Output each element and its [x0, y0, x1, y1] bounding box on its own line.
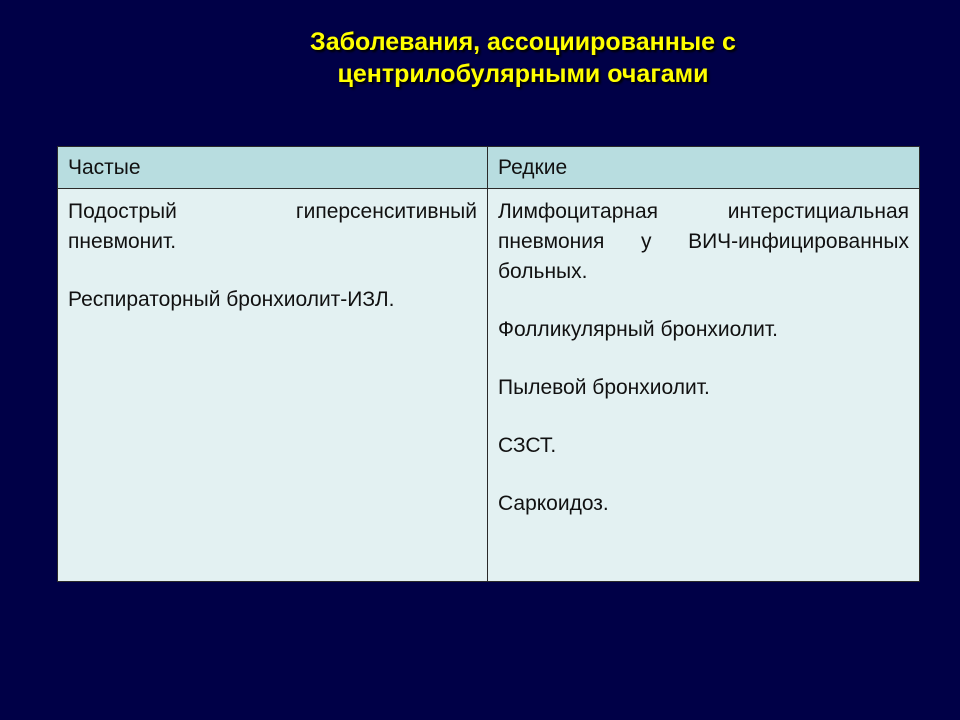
disease-table [57, 146, 920, 582]
title-line-1: Заболевания, ассоциированные с [310, 28, 736, 56]
slide-title [0, 26, 960, 90]
table-row [58, 189, 920, 582]
list-item: Подострый гиперсенситивный пневмонит. [68, 200, 477, 253]
list-item: Респираторный бронхиолит-ИЗЛ. [68, 288, 395, 311]
list-item: Пылевой бронхиолит. [498, 376, 710, 399]
list-item: Лимфоцитарная интерстициальная пневмония у ВИЧ-инфицированных больных. [498, 200, 909, 283]
list-item: Фолликулярный бронхиолит. [498, 318, 778, 341]
header-frequent: Частые [58, 147, 488, 189]
frequent-cell [58, 189, 488, 582]
table-header-row [58, 147, 920, 189]
title-line-2: центрилобулярными очагами [337, 60, 709, 88]
header-rare: Редкие [488, 147, 920, 189]
rare-cell [488, 189, 920, 582]
list-item: СЗСТ. [498, 434, 557, 457]
list-item: Саркоидоз. [498, 492, 609, 515]
